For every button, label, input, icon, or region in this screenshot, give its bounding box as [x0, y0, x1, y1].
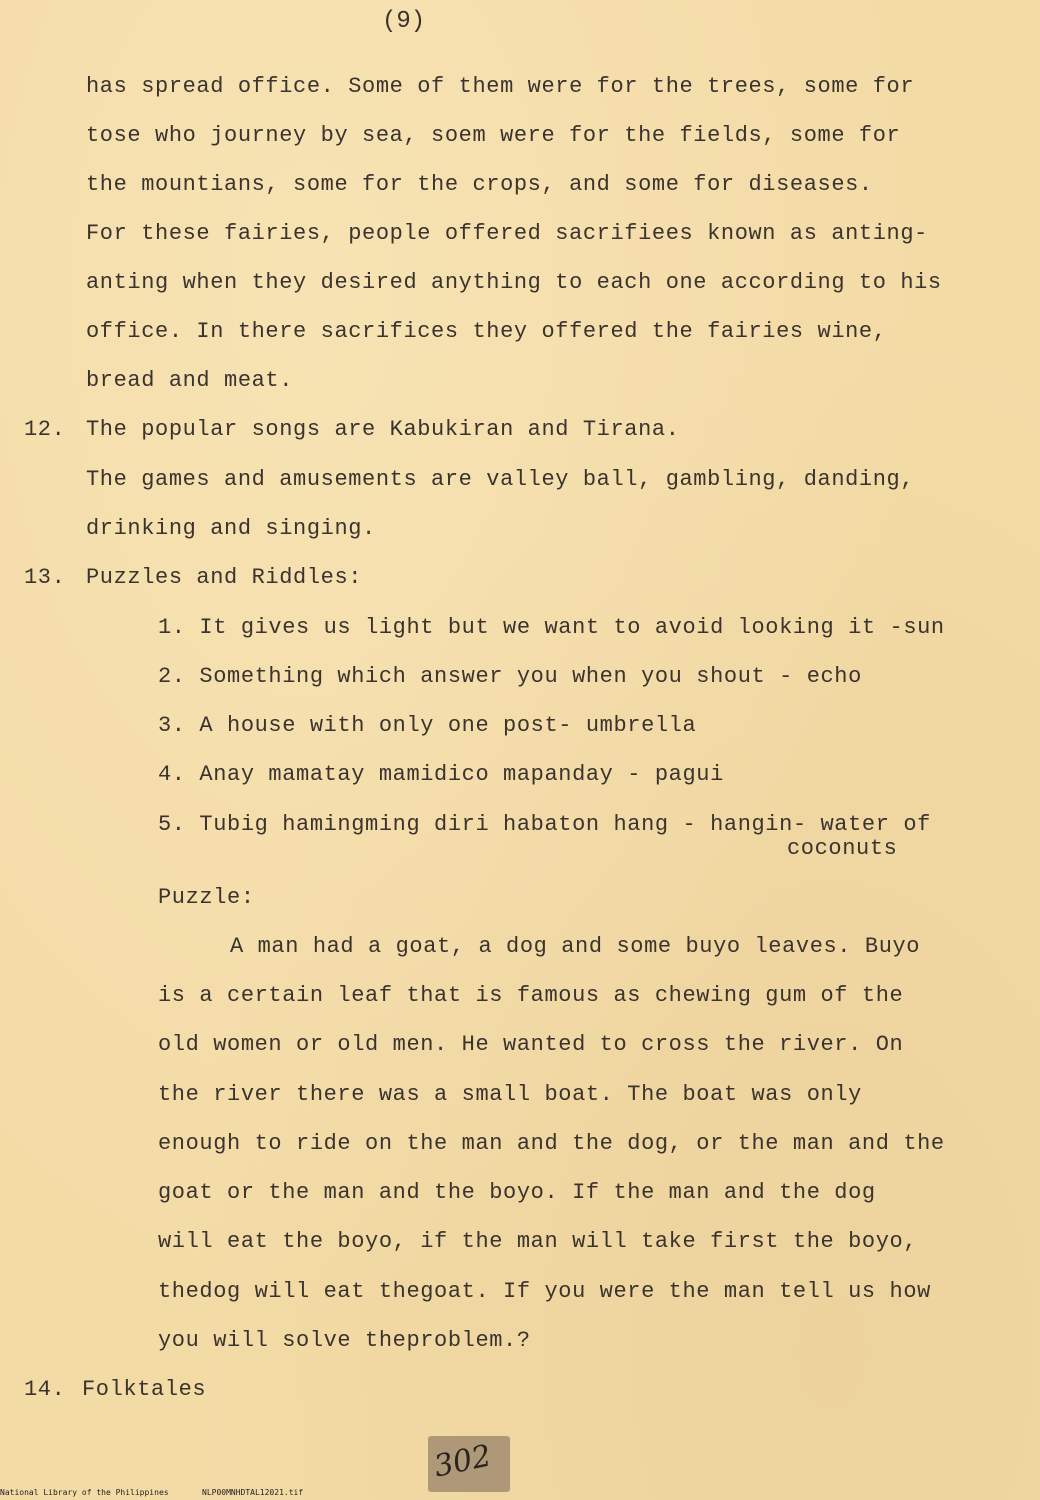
riddle-item: 5. Tubig hamingming diri habaton hang - hangin- water of: [158, 812, 931, 837]
puzzle-line: A man had a goat, a dog and some buyo leaves. Buyo: [230, 934, 921, 959]
paragraph-line: For these fairies, people offered sacrifiees known as anting-: [86, 221, 928, 246]
puzzles-heading: Puzzles and Riddles:: [86, 565, 363, 590]
folktales-heading: Folktales: [82, 1377, 207, 1402]
paragraph-line: bread and meat.: [86, 368, 294, 393]
paragraph-line: tose who journey by sea, soem were for the fields, some for: [86, 123, 901, 148]
page-stamp: [428, 1436, 510, 1492]
puzzle-line: enough to ride on the man and the dog, or the man and the: [158, 1131, 945, 1156]
puzzle-line: goat or the man and the boyo. If the man and the dog: [158, 1180, 876, 1205]
item-12-line: The games and amusements are valley ball, gambling, danding,: [86, 467, 915, 492]
puzzle-label: Puzzle:: [158, 885, 255, 910]
page-number: (9): [382, 8, 426, 35]
paragraph-line: has spread office. Some of them were for the trees, some for: [86, 74, 915, 99]
paragraph-line: anting when they desired anything to each one according to his: [86, 270, 942, 295]
stamp-number: 302: [430, 1438, 495, 1485]
footer-filename: NLP00MNHDTAL12021.tif: [202, 1488, 304, 1497]
item-12-line: The popular songs are Kabukiran and Tirana.: [86, 417, 680, 442]
puzzle-line: the river there was a small boat. The boat was only: [158, 1082, 862, 1107]
riddle-item: 2. Something which answer you when you shout - echo: [158, 664, 862, 689]
paragraph-line: the mountians, some for the crops, and some for diseases.: [86, 172, 873, 197]
paragraph-line: office. In there sacrifices they offered the fairies wine,: [86, 319, 887, 344]
item-number-12: 12.: [24, 417, 66, 442]
footer-library: National Library of the Philippines: [0, 1488, 169, 1497]
item-number-14: 14.: [24, 1377, 66, 1402]
puzzle-line: is a certain leaf that is famous as chewing gum of the: [158, 983, 904, 1008]
item-12-line: drinking and singing.: [86, 516, 376, 541]
puzzle-line: old women or old men. He wanted to cross the river. On: [158, 1032, 904, 1057]
riddle-item: 1. It gives us light but we want to avoid looking it -sun: [158, 615, 945, 640]
item-number-13: 13.: [24, 565, 66, 590]
riddle-5-continuation: coconuts: [787, 836, 898, 861]
puzzle-line: you will solve theproblem.?: [158, 1328, 531, 1353]
riddle-item: 3. A house with only one post- umbrella: [158, 713, 697, 738]
puzzle-line: will eat the boyo, if the man will take first the boyo,: [158, 1229, 918, 1254]
puzzle-line: thedog will eat thegoat. If you were the man tell us how: [158, 1279, 931, 1304]
riddle-item: 4. Anay mamatay mamidico mapanday - pagui: [158, 762, 724, 787]
